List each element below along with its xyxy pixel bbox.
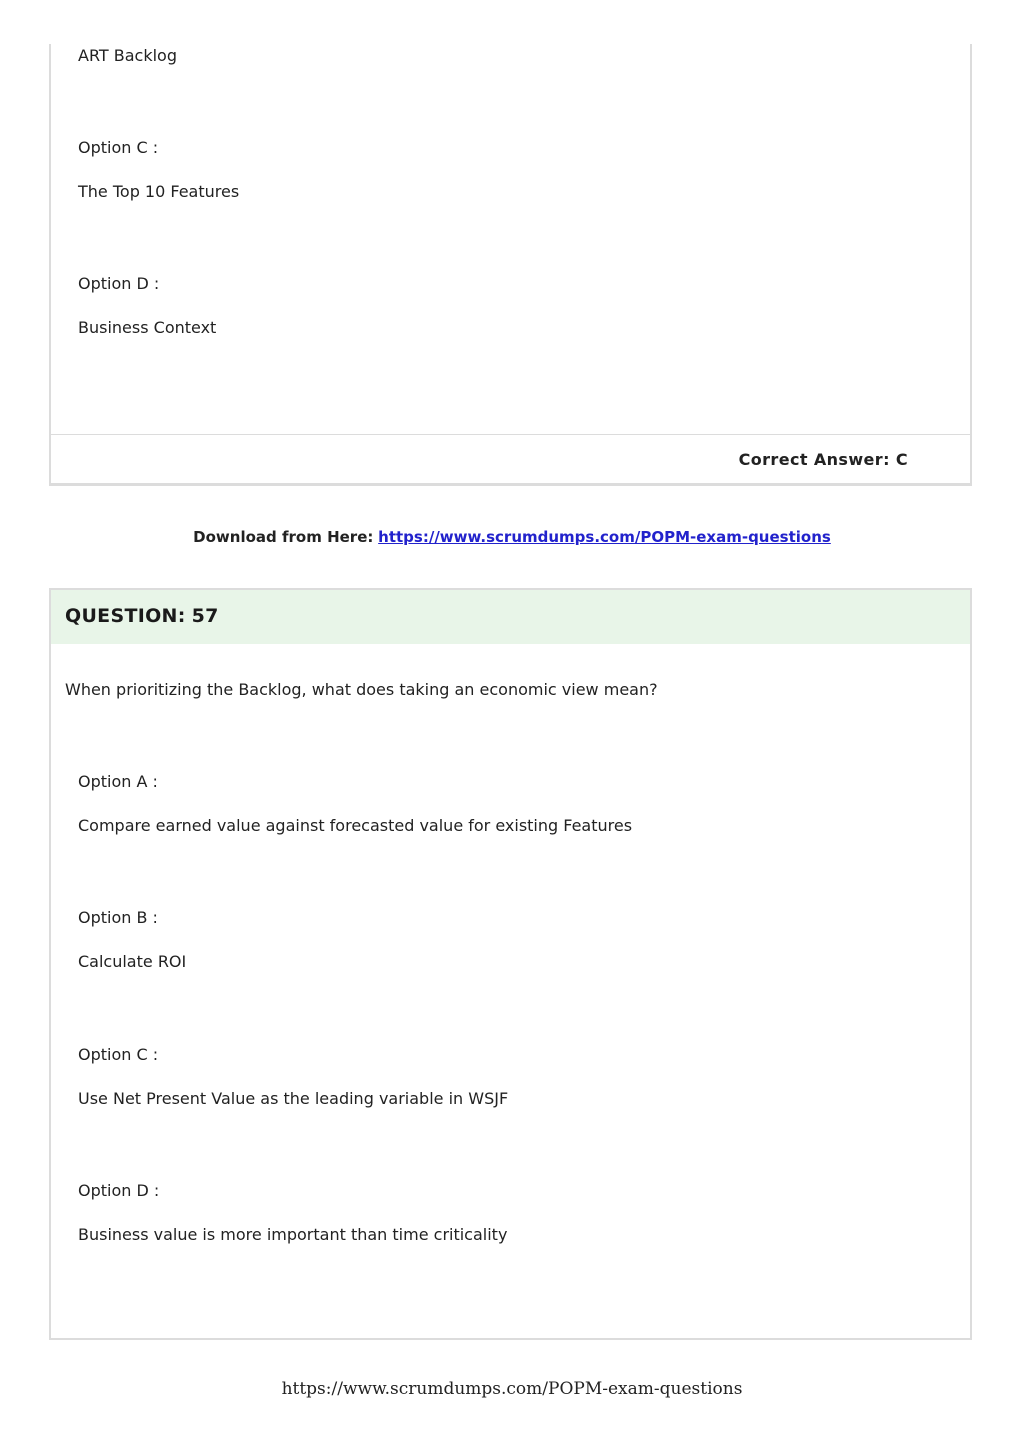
question-label: QUESTION:	[65, 605, 186, 627]
option-c-label: Option C :	[78, 1045, 159, 1064]
question-card	[49, 588, 972, 1340]
option-b-text: ART Backlog	[78, 46, 177, 65]
correct-answer: Correct Answer: C	[738, 450, 908, 469]
option-a-label: Option A :	[78, 772, 158, 791]
option-d-label: Option D :	[78, 1181, 160, 1200]
option-c-text: The Top 10 Features	[78, 182, 240, 201]
option-d-label: Option D :	[78, 274, 160, 293]
option-b-label: Option B :	[78, 908, 158, 927]
question-number: 57	[191, 605, 219, 627]
footer-url: https://www.scrumdumps.com/POPM-exam-questions	[281, 1379, 743, 1399]
option-a-text: Compare earned value against forecasted value for existing Features	[78, 816, 633, 835]
previous-question-card	[49, 44, 972, 486]
download-line	[0, 528, 1024, 546]
answer-divider	[51, 434, 970, 435]
download-link[interactable]: https://www.scrumdumps.com/POPM-exam-questions	[378, 528, 831, 546]
download-label: Download from Here:	[193, 528, 374, 546]
option-d-text: Business value is more important than time criticality	[78, 1225, 508, 1244]
question-title	[65, 605, 219, 627]
option-c-text: Use Net Present Value as the leading variable in WSJF	[78, 1089, 509, 1108]
option-c-label: Option C :	[78, 138, 159, 157]
option-b-text: Calculate ROI	[78, 952, 187, 971]
option-d-text: Business Context	[78, 318, 217, 337]
question-text: When prioritizing the Backlog, what does taking an economic view mean?	[65, 680, 658, 699]
question-header	[51, 590, 970, 644]
